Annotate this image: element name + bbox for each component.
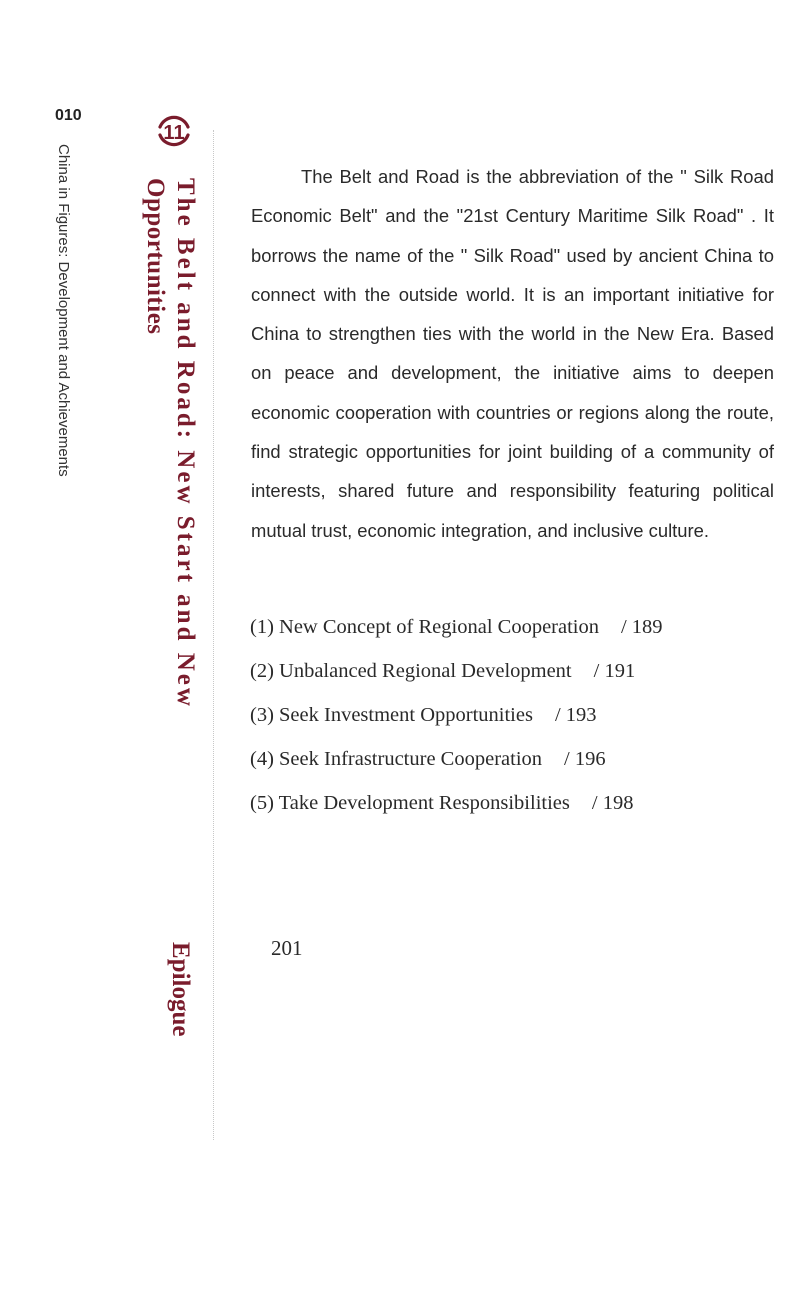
section-page: / 198 [591,792,634,814]
section-list [250,609,663,829]
section-page: / 189 [620,616,663,638]
section-page: / 191 [593,660,636,682]
epilogue-title: Epilogue [167,942,194,1037]
section-label: (5) Take Development Responsibilities [250,792,570,814]
epilogue-page[interactable]: 201 [271,936,303,960]
section-page: / 193 [554,704,597,726]
chapter-title [140,178,200,709]
running-title: China in Figures: Development and Achievements [55,144,72,477]
chapter-title-line-1: The Belt and Road: New Start and New [172,178,199,709]
section-label: (2) Unbalanced Regional Development [250,660,572,682]
chapter-title-line-2: Opportunities [142,178,169,335]
chapter-number-badge [151,108,197,154]
section-page: / 196 [564,748,606,770]
page-number: 010 [55,107,82,124]
column-divider [213,130,214,1140]
chapter-number-circle [151,108,197,154]
section-label: (3) Seek Investment Opportunities [250,704,533,726]
section-entry[interactable] [250,741,663,785]
section-entry[interactable] [250,609,663,653]
section-entry[interactable] [250,697,663,741]
section-entry[interactable] [250,785,663,829]
section-label: (1) New Concept of Regional Cooperation [250,616,599,638]
section-entry[interactable] [250,653,663,697]
chapter-intro: The Belt and Road is the abbreviation of the " Silk Road Economic Belt" and the "21st Century Maritime Silk Road" . It borrows the name of the " Silk Road" used by ancient China to connect with the outside world. It is an important initiative for China to strengthen ties with the world in the New Era. Based on peace and development, the initiative aims to deepen economic cooperation with countries or regions along the route, find strategic opportunities for joint building of a community of interests, shared future and responsibility featuring political mutual trust, economic integration, and inclusive culture. [251,166,774,541]
chapter-number: 11 [163,122,185,144]
section-label: (4) Seek Infrastructure Cooperation [250,748,543,770]
